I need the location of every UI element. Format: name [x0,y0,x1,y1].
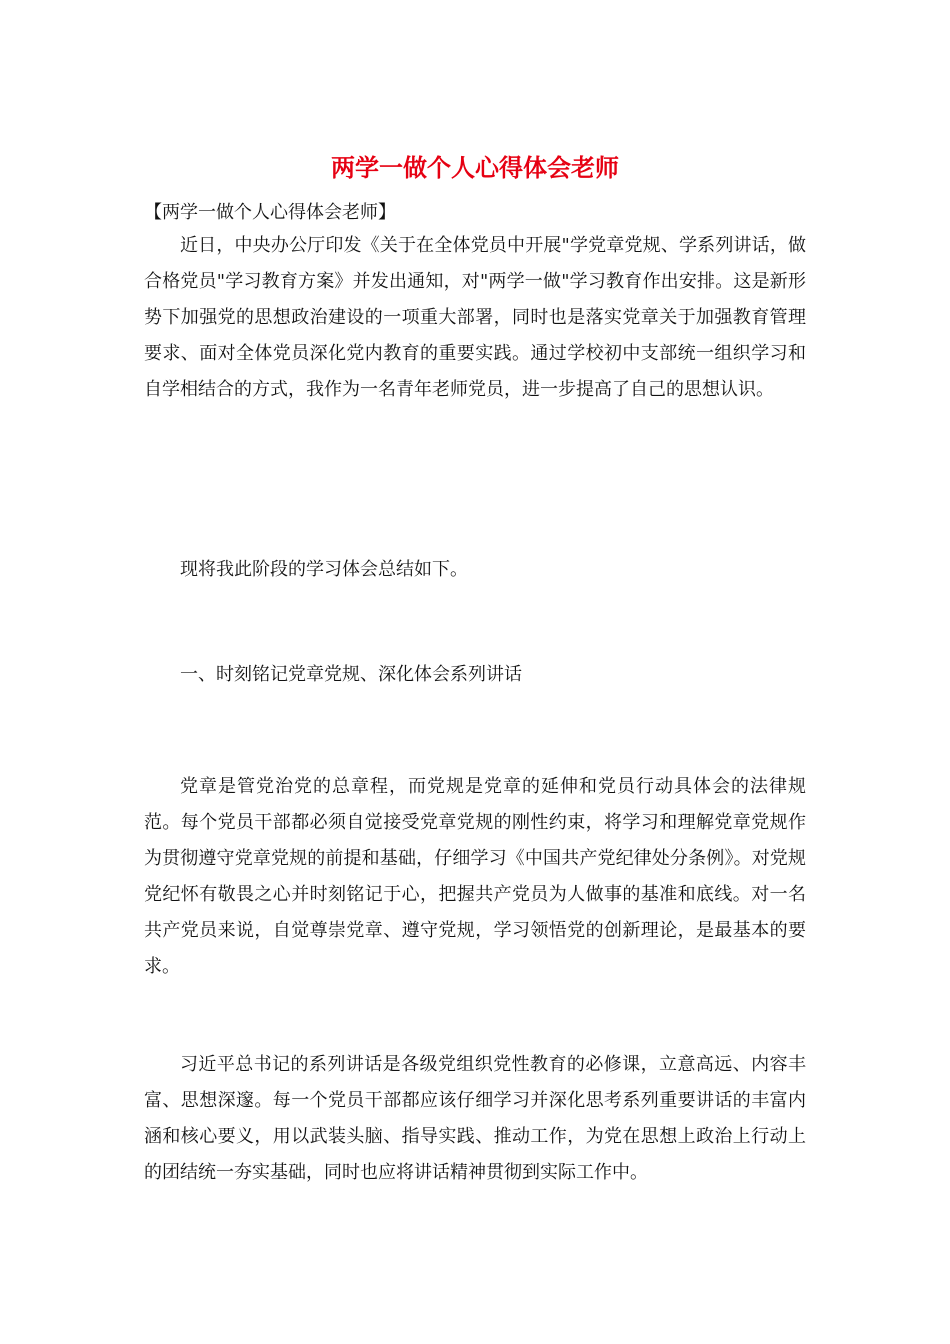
paragraph-intro: 近日，中央办公厅印发《关于在全体党员中开展"学党章党规、学系列讲话，做合格党员"学习教育方案》并发出通知，对"两学一做"学习教育作出安排。这是新形势下加强党的思想政治建设的一项重大部署，同时也是落实党章关于加强教育管理要求、面对全体党员深化党内教育的重要实践。通过学校初中支部统一组织学习和自学相结合的方式，我作为一名青年老师党员，进一步提高了自己的思想认识。 [144,235,806,400]
paragraph-series-speeches: 习近平总书记的系列讲话是各级党组织党性教育的必修课，立意高远、内容丰富、思想深邃。每一个党员干部都应该仔细学习并深化思考系列重要讲话的丰富内涵和核心要义，用以武装头脑、指导实践、推动工作，为党在思想上政治上行动上的团结统一夯实基础，同时也应将讲话精神贯彻到实际工作中。 [144,1054,806,1183]
paragraph-party-constitution: 党章是管党治党的总章程，而党规是党章的延伸和党员行动具体会的法律规范。每个党员干部都必须自觉接受党章党规的刚性约束，将学习和理解党章党规作为贯彻遵守党章党规的前提和基础，仔细学习《中国共产党纪律处分条例》。对党规党纪怀有敬畏之心并时刻铭记于心，把握共产党员为人做事的基准和底线。对一名共产党员来说，自觉尊崇党章、遵守党规，学习领悟党的创新理论，是最基本的要求。 [144,776,806,977]
section-heading-1: 一、时刻铭记党章党规、深化体会系列讲话 [180,664,522,685]
document-subtitle: 【两学一做个人心得体会老师】 [144,202,396,223]
paragraph-summary-lead: 现将我此阶段的学习体会总结如下。 [180,559,468,580]
document-title: 两学一做个人心得体会老师 [331,153,619,182]
